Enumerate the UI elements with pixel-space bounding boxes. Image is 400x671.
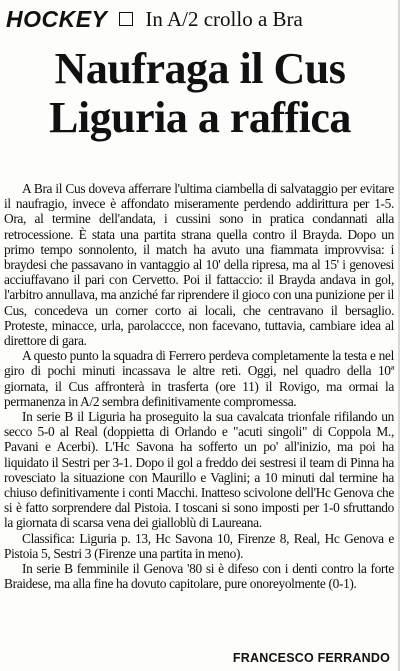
section-kicker xyxy=(6,6,303,32)
headline xyxy=(0,44,400,142)
section-label: HOCKEY xyxy=(6,5,108,32)
author-byline: FRANCESCO FERRANDO xyxy=(229,651,390,665)
article-paragraph: In serie B il Liguria ha proseguito la sua cavalcata trionfale rifilando un secco 5-0 al Real (doppietta di Orlando e "acuti singoli" di Coppola M., Pavani e Acerbi). L'Hc Savona ha sofferto un po' all'inizio, ma poi ha liquidato il Sestri per 3-1. Dopo il gol a freddo dei sestresi il team di Pinna ha rovesciato la situazione con Maurillo e Vaglini; a 10 minuti dal termine ha chiuso definitivamente i conti Macchi. Inatteso scivolone dell'Hc Genova che si è fatto sorprendere dal Pistoia. I toscani si sono imposti per 1-0 sfruttando la giornata di scarsa vena dei gialloblù di Laureana. xyxy=(4,409,394,531)
article-paragraph: In serie B femminile il Genova '80 si è difeso con i denti contro la forte Braidese, ma alla fine ha dovuto capitolare, pure onoreyolmente (0-1). xyxy=(4,561,394,592)
article-paragraph: A questo punto la squadra di Ferrero perdeva completamente la testa e nel giro di pochi minuti incassava le altre reti. Oggi, nel quadro della 10ª giornata, il Cus affronterà in trasferta (ore 11) il Rovigo, ma ormai la permanenza in A/2 sembra definitivamente compromessa. xyxy=(4,348,394,409)
square-bullet-icon xyxy=(119,12,133,26)
article-paragraph: Classifica: Liguria p. 13, Hc Savona 10, Firenze 8, Real, Hc Genova e Pistoia 5, Sestri 3 (Firenze una partita in meno). xyxy=(4,530,394,561)
headline-line-2: Liguria a raffica xyxy=(49,93,351,142)
headline-line-1: Naufraga il Cus xyxy=(54,44,346,93)
article-paragraph: A Bra il Cus doveva afferrare l'ultima ciambella di salvataggio per evitare il naufragio, invece è affondato miseramente perdendo addirittura per 1-5. Ora, al termine dell'andata, i cussini sono in pratica condannati alla retrocessione. È stata una partita strana quella contro il Brayda. Dopo un primo tempo sonnolento, il match ha avuto una fiammata improvvisa: i braydesi che passavano in vantaggio al 10' della ripresa, ma al 15' i genovesi acciuffavano il pari con Cervetto. Poi il fattaccio: il Brayda andava in gol, l'arbitro annullava, ma anziché far riprendere il gioco con una punizione per il Cus, concedeva un corner corto ai locali, che centravano il bersaglio. Proteste, minacce, urla, parolaccce, non facevano, tuttavia, cambiare idea al direttore di gara. xyxy=(4,181,394,349)
kicker-topic: In A/2 crollo a Bra xyxy=(145,6,303,31)
article-body xyxy=(4,181,394,591)
